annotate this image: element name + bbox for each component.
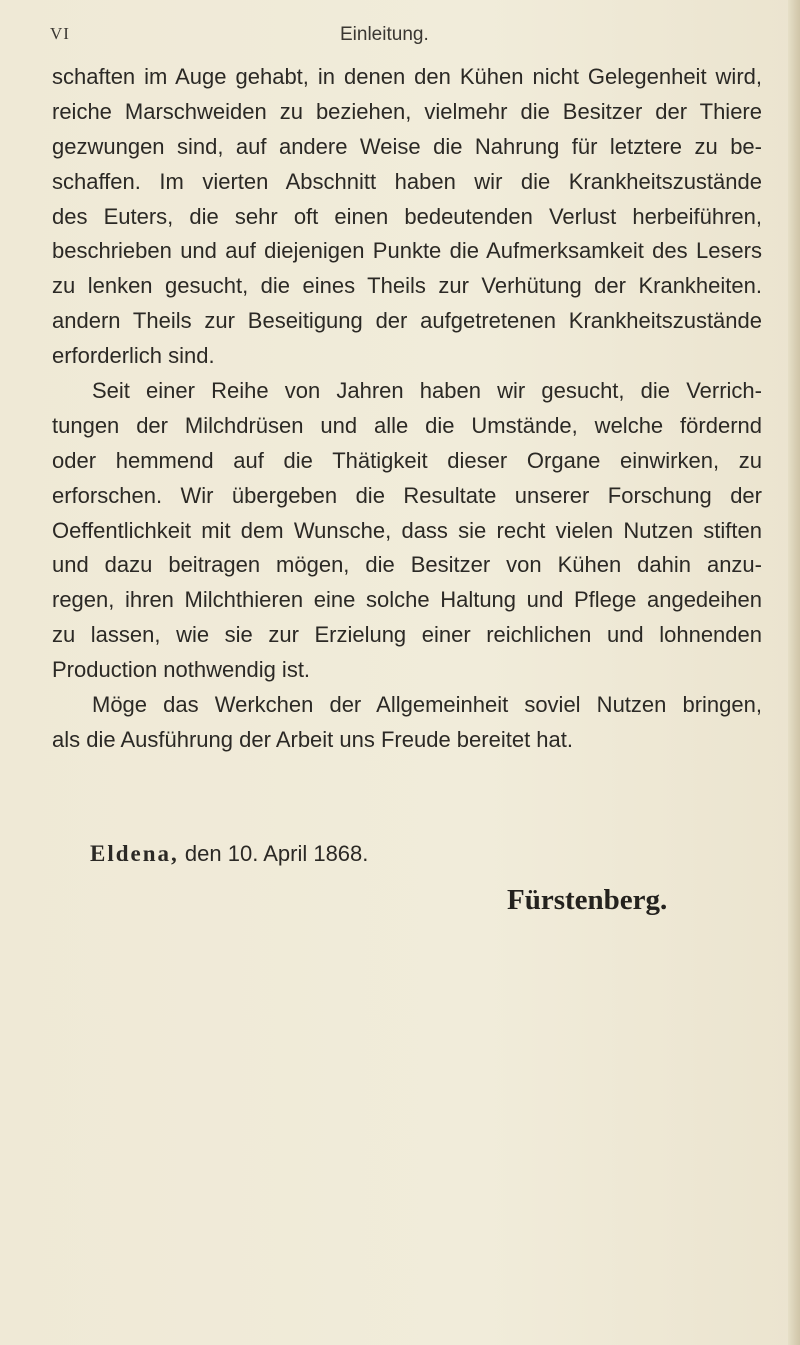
text-line: Möge das Werkchen der Allgemeinheit soviel Nutzen bringen, (92, 692, 762, 718)
text-line: erforderlich sind. (52, 343, 215, 369)
text-line: erforschen. Wir übergeben die Resultate unserer Forschung der (52, 482, 762, 508)
author-signature: Fürstenberg. (507, 884, 668, 916)
text-line: andern Theils zur Beseitigung der aufgetretenen Krankheitszustände (52, 308, 762, 334)
page-number: VI (50, 24, 70, 43)
text-line: tungen der Milchdrüsen und alle die Umstände, welche fördernd (52, 412, 762, 438)
text-line: Production nothwendig ist. (52, 657, 311, 683)
text-line: reiche Marschweiden zu beziehen, vielmehr die Besitzer der Thiere (52, 98, 762, 124)
text-line: beschrieben und auf diejenigen Punkte die Aufmerksamkeit des Lesers (52, 238, 762, 264)
text-line: schaften im Auge gehabt, in denen den Kühen nicht Gelegenheit wird, (52, 64, 762, 89)
text-line: als die Ausführung der Arbeit uns Freude bereitet hat. (52, 726, 573, 752)
date-line (90, 841, 368, 867)
text-line: zu lassen, wie sie zur Erzielung einer reichlichen und lohnenden (52, 622, 762, 648)
page-edge-shadow (788, 0, 800, 1345)
text-line: oder hemmend auf die Thätigkeit dieser Organe einwirken, zu (52, 447, 762, 473)
date-text: den 10. April 1868. (184, 841, 369, 866)
place-name: Eldena, (90, 841, 179, 866)
running-head (0, 22, 800, 48)
text-line: regen, ihren Milchthieren eine solche Haltung und Pflege angedeihen (52, 587, 762, 613)
body-text (52, 60, 762, 758)
text-line: Oeffentlichkeit mit dem Wunsche, dass sie recht vielen Nutzen stiften (52, 517, 762, 543)
text-line: schaffen. Im vierten Abschnitt haben wir die Krankheitszustände (52, 168, 762, 194)
running-title: Einleitung. (340, 24, 429, 45)
text-line: gezwungen sind, auf andere Weise die Nahrung für letztere zu be- (52, 133, 762, 159)
text-line: Seit einer Reihe von Jahren haben wir gesucht, die Verrich- (92, 378, 762, 404)
text-line: und dazu beitragen mögen, die Besitzer von Kühen dahin anzu- (52, 552, 762, 578)
text-line: zu lenken gesucht, die eines Theils zur Verhütung der Krankheiten. (52, 273, 762, 299)
text-line: des Euters, die sehr oft einen bedeutenden Verlust herbeiführen, (52, 203, 762, 229)
